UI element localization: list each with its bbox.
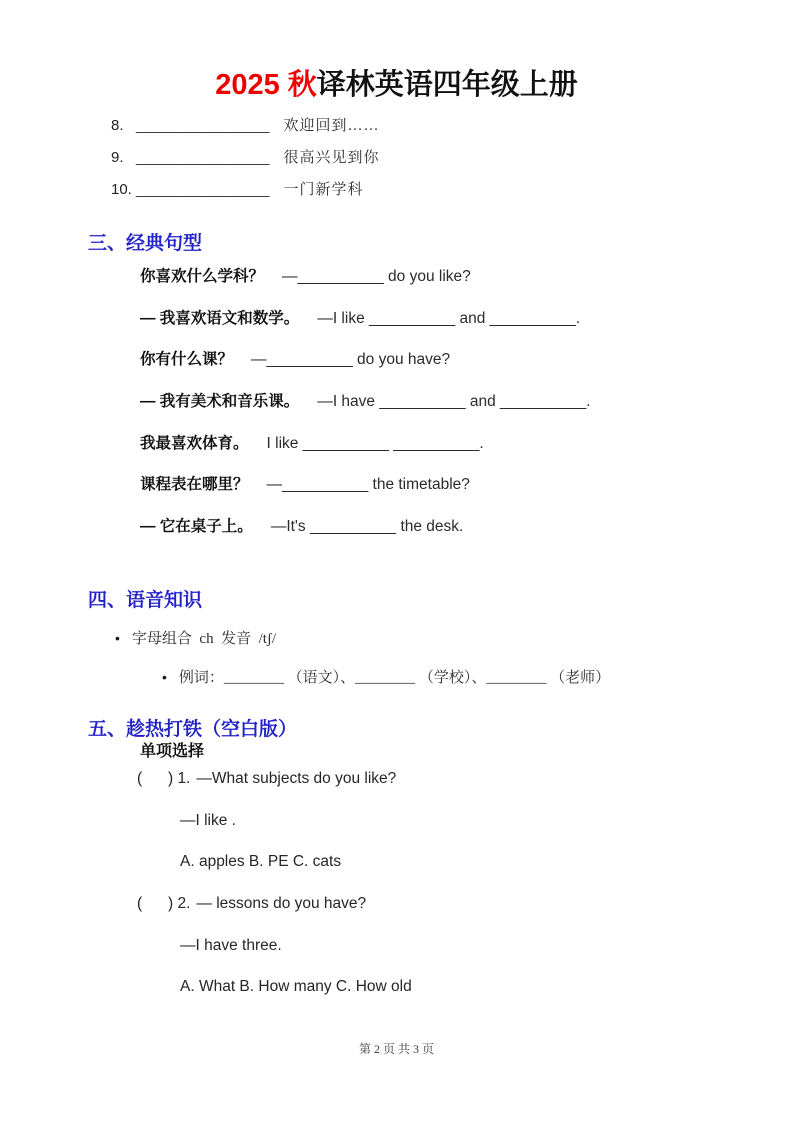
question-1-options (180, 853, 341, 871)
fill-in-blank: ________________ (136, 181, 270, 198)
sentence-english: —__________ do you have? (251, 351, 451, 368)
question-2-response (180, 937, 282, 955)
vocab-item-9 (111, 146, 380, 167)
response-text: —I have three. (180, 937, 282, 954)
sentence-chinese: 课程表在哪里？ (140, 476, 249, 493)
question-2-stem (137, 895, 366, 913)
sentence-chinese: 你喜欢什么学科？ (140, 268, 265, 285)
phonics-examples-text: 例词：________ （语文）、________ （学校）、________ （老师） (178, 670, 611, 686)
section-heading-phonics: 四、语音知识 (88, 590, 203, 611)
sentence-line (140, 347, 450, 369)
sentence-english: —__________ do you like? (282, 268, 471, 285)
sentence-english: —It's __________ the desk. (270, 518, 464, 535)
question-1-stem (137, 770, 396, 788)
question-text: —What subjects do you like? (196, 770, 397, 787)
sentence-chinese: — 我喜欢语文和数学。 (140, 310, 300, 327)
sentence-english: I like __________ __________. (266, 435, 484, 452)
page-title (0, 62, 793, 103)
sentence-line (140, 264, 471, 286)
sentence-chinese: — 我有美术和音乐课。 (140, 393, 300, 410)
bullet-icon: • (115, 630, 120, 646)
vocab-item-10 (111, 178, 364, 199)
vocab-chinese-hint: 欢迎回到…… (283, 118, 380, 134)
sentence-line (140, 389, 591, 411)
title-year-season: 2025 秋 (215, 69, 317, 101)
phonics-examples-bullet (162, 666, 610, 687)
vocab-number: 8. (111, 117, 124, 134)
options-text: A. apples B. PE C. cats (180, 853, 342, 870)
sentence-english: —I like __________ and __________. (317, 310, 581, 327)
sentence-chinese: 我最喜欢体育。 (140, 435, 249, 452)
title-book-name: 译林英语四年级上册 (316, 69, 578, 101)
section-heading-practice: 五、趁热打铁（空白版） (88, 719, 298, 740)
sentence-chinese: — 它在桌子上。 (140, 518, 253, 535)
quiz-type-label: 单项选择 (140, 743, 205, 760)
sentence-line (140, 472, 470, 494)
answer-bracket: ( ) 1. (137, 770, 191, 787)
question-1-response (180, 812, 236, 830)
answer-bracket: ( ) 2. (137, 895, 191, 912)
phonics-rule-text: 字母组合 ch 发音 /tʃ/ (131, 631, 277, 647)
response-text: —I like . (180, 812, 236, 829)
section-heading-classic-sentences: 三、经典句型 (88, 233, 203, 254)
fill-in-blank: ________________ (136, 117, 270, 134)
vocab-item-8 (111, 114, 380, 135)
page-number-footer: 第 2 页 共 3 页 (358, 1042, 434, 1056)
sentence-chinese: 你有什么课？ (140, 351, 234, 368)
fill-in-blank: ________________ (136, 149, 270, 166)
vocab-number: 10. (111, 181, 132, 198)
question-2-options (180, 978, 412, 996)
sentence-english: —I have __________ and __________. (317, 393, 591, 410)
question-text: — lessons do you have? (196, 895, 367, 912)
options-text: A. What B. How many C. How old (180, 978, 412, 995)
vocab-chinese-hint: 很高兴见到你 (283, 150, 380, 166)
vocab-chinese-hint: 一门新学科 (283, 182, 364, 198)
sentence-english: —__________ the timetable? (266, 476, 470, 493)
sentence-line (140, 306, 580, 328)
sentence-line (140, 431, 484, 453)
sentence-line (140, 514, 463, 536)
phonics-rule-bullet (115, 627, 276, 648)
vocab-number: 9. (111, 149, 124, 166)
bullet-icon: • (162, 669, 167, 685)
